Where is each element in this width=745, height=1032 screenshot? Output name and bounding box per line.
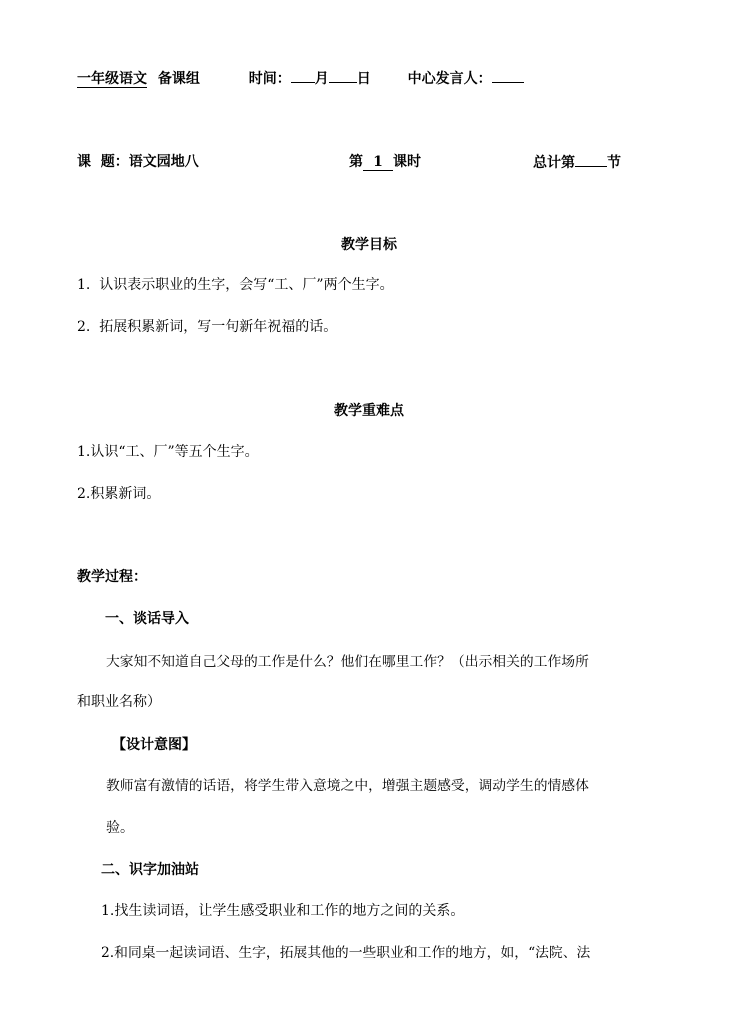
section2-item: 1.找生读词语，让学生感受职业和工作的地方之间的关系。 [101,903,465,919]
group: 备课组 [157,71,200,87]
lesson-topic [77,152,199,172]
design-intent-title: 【设计意图】 [112,737,196,753]
day-blank [329,68,357,83]
total-prefix: 总计第 [533,155,575,171]
period-prefix: 第 [349,154,363,170]
key-point-item: 1.认识“工、厂”等五个生字。 [77,444,259,460]
month-label: 月 [314,71,329,87]
topic-label: 课 题： [77,154,129,170]
total-blank [575,152,607,167]
month-blank [291,68,315,83]
section1-title: 一、谈话导入 [105,611,189,627]
speaker-label: 中心发言人： [407,71,492,87]
day-label: 日 [356,71,371,87]
goal-item: 1. 认识表示职业的生字，会写“工、厂”两个生字。 [77,277,394,293]
design-intent-text-cont: 验。 [106,820,134,836]
process-title: 教学过程： [77,569,147,585]
design-intent-text: 教师富有激情的话语，将学生带入意境之中，增强主题感受，调动学生的情感体 [106,778,589,794]
total-suffix: 节 [607,155,621,171]
speaker-blank [492,68,524,83]
period-suffix: 课时 [393,154,421,170]
lesson-total [533,152,621,173]
subject: 一年级语文 [77,71,147,87]
period-number: 1 [363,154,393,171]
goals-title: 教学目标 [341,237,397,253]
key-point-item: 2.积累新词。 [77,486,161,502]
section2-title: 二、识字加油站 [101,862,199,878]
section1-text-cont: 和职业名称） [77,694,161,710]
goal-item: 2. 拓展积累新词，写一句新年祝福的话。 [77,319,338,335]
header-line [77,68,524,89]
lesson-period [349,152,421,172]
section2-item: 2.和同桌一起读词语、生字，拓展其他的一些职业和工作的地方，如，“法院、法 [101,945,591,961]
section1-text: 大家知不知道自己父母的工作是什么？他们在哪里工作？（出示相关的工作场所 [106,654,589,670]
topic-value: 语文园地八 [128,154,199,170]
key-points-title: 教学重难点 [334,403,404,419]
time-label: 时间： [248,71,291,87]
